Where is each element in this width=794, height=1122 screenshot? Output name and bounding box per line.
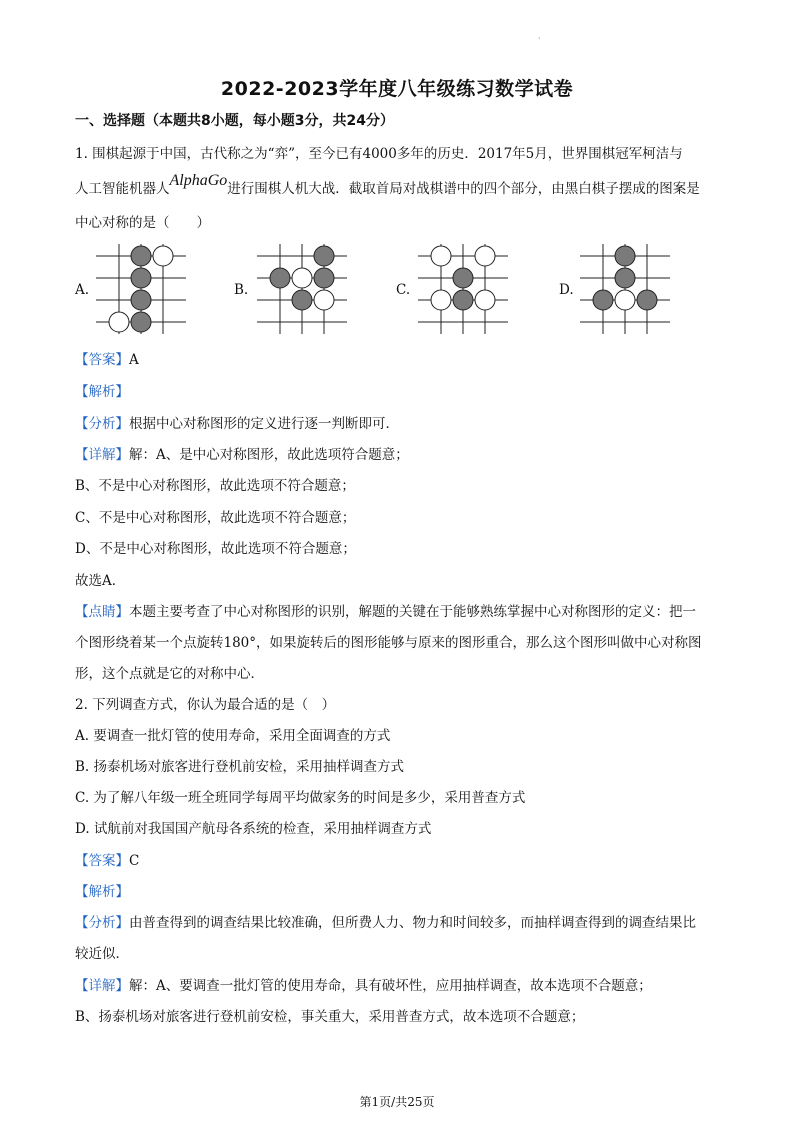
black-stone — [637, 290, 657, 310]
page-footer: 第1页/共25页 — [359, 1095, 435, 1109]
q2-stem: 2. 下列调查方式，你认为最合适的是（ ） — [75, 697, 336, 713]
q1-stem-line2 — [75, 172, 700, 198]
black-stone — [131, 290, 151, 310]
section-heading: 一、选择题（本题共8小题，每小题3分，共24分） — [75, 113, 394, 129]
q2-option-a: A. 要调查一批灯管的使用寿命，采用全面调查的方式 — [75, 728, 391, 744]
q1-xiangjie — [75, 443, 409, 463]
black-stone — [131, 246, 151, 266]
answer-value: C — [129, 853, 140, 869]
black-stone — [270, 268, 290, 288]
q2-fenxi-line2: 较近似． — [75, 946, 129, 962]
xiangjie-text: 解：A、要调查一批灯管的使用寿命，具有破坏性，应用抽样调查，故本选项不合题意； — [129, 978, 652, 994]
q2-answer — [75, 849, 139, 869]
option-a-label: A. — [75, 282, 90, 298]
xiangjie-text: 解：A、是中心对称图形，故此选项符合题意； — [129, 447, 409, 463]
black-stone — [453, 290, 473, 310]
black-stone — [593, 290, 613, 310]
q1-stem-line3: 中心对称的是（ ） — [75, 215, 210, 231]
black-stone — [131, 312, 151, 332]
q1-text: 进行围棋人机大战．截取首局对战棋谱中的四个部分，由黑白棋子摆成的图案是 — [227, 181, 700, 197]
black-stone — [314, 268, 334, 288]
q1-line-c: C、不是中心对称图形，故此选项不符合题意； — [75, 510, 356, 526]
q1-dianjing-line2: 个图形绕着某一个点旋转180°，如果旋转后的图形能够与原来的图形重合，那么这个图形叫做中心对称图 — [75, 635, 702, 651]
q1-line-b: B、不是中心对称图形，故此选项不符合题意； — [75, 478, 355, 494]
option-d-label: D. — [559, 282, 574, 298]
scan-mark: · — [538, 34, 541, 43]
answer-value: A — [129, 352, 139, 368]
q2-option-d: D. 试航前对我国国产航母各系统的检查，采用抽样调查方式 — [75, 821, 432, 837]
white-stone — [431, 290, 451, 310]
xiangjie-tag: 【详解】 — [75, 447, 129, 463]
black-stone — [314, 246, 334, 266]
answer-tag: 【答案】 — [75, 352, 129, 368]
black-stone — [615, 246, 635, 266]
fenxi-tag: 【分析】 — [75, 416, 129, 432]
option-b-label: B. — [234, 282, 249, 298]
go-board-b — [257, 244, 347, 334]
go-board-c — [418, 244, 508, 334]
q1-analysis-tag: 【解析】 — [75, 384, 129, 400]
white-stone — [109, 312, 129, 332]
white-stone — [615, 290, 635, 310]
alphago-label: AlphaGo — [169, 172, 228, 189]
dianjing-tag: 【点睛】 — [75, 604, 129, 620]
q1-text: 人工智能机器人 — [75, 181, 170, 197]
go-board-a — [96, 244, 186, 334]
q1-dianjing-line1 — [75, 600, 696, 620]
page-title: 2022-2023学年度八年级练习数学试卷 — [220, 78, 574, 100]
q2-option-c: C. 为了解八年级一班全班同学每周平均做家务的时间是多少，采用普查方式 — [75, 790, 526, 806]
white-stone — [292, 268, 312, 288]
q2-fenxi-line1 — [75, 911, 696, 931]
black-stone — [453, 268, 473, 288]
go-board-d — [580, 244, 670, 334]
answer-tag: 【答案】 — [75, 853, 129, 869]
fenxi-tag: 【分析】 — [75, 915, 129, 931]
q2-option-b: B. 扬泰机场对旅客进行登机前安检，采用抽样调查方式 — [75, 759, 405, 775]
q1-conclusion: 故选A． — [75, 573, 126, 589]
q2-line-b: B、扬泰机场对旅客进行登机前安检，事关重大，采用普查方式，故本选项不合题意； — [75, 1009, 585, 1025]
q1-dianjing-line3: 形，这个点就是它的对称中心． — [75, 666, 264, 682]
white-stone — [475, 290, 495, 310]
white-stone — [431, 246, 451, 266]
black-stone — [615, 268, 635, 288]
q2-analysis-tag: 【解析】 — [75, 884, 129, 900]
white-stone — [314, 290, 334, 310]
q2-xiangjie — [75, 974, 652, 994]
q1-line-d: D、不是中心对称图形，故此选项不符合题意； — [75, 541, 356, 557]
fenxi-text: 根据中心对称图形的定义进行逐一判断即可． — [129, 416, 399, 432]
q1-fenxi — [75, 412, 399, 432]
white-stone — [153, 246, 173, 266]
black-stone — [292, 290, 312, 310]
q1-answer — [75, 348, 139, 368]
option-c-label: C. — [396, 282, 411, 298]
black-stone — [131, 268, 151, 288]
white-stone — [475, 246, 495, 266]
dianjing-text: 本题主要考查了中心对称图形的识别，解题的关键在于能够熟练掌握中心对称图形的定义：把一 — [129, 604, 696, 620]
q1-stem-line1: 1. 围棋起源于中国，古代称之为“弈”，至今已有4000多年的历史．2017年5月，世界围棋冠军柯洁与 — [75, 146, 683, 162]
xiangjie-tag: 【详解】 — [75, 978, 129, 994]
fenxi-text: 由普查得到的调查结果比较准确，但所费人力、物力和时间较多，而抽样调查得到的调查结果比 — [129, 915, 696, 931]
